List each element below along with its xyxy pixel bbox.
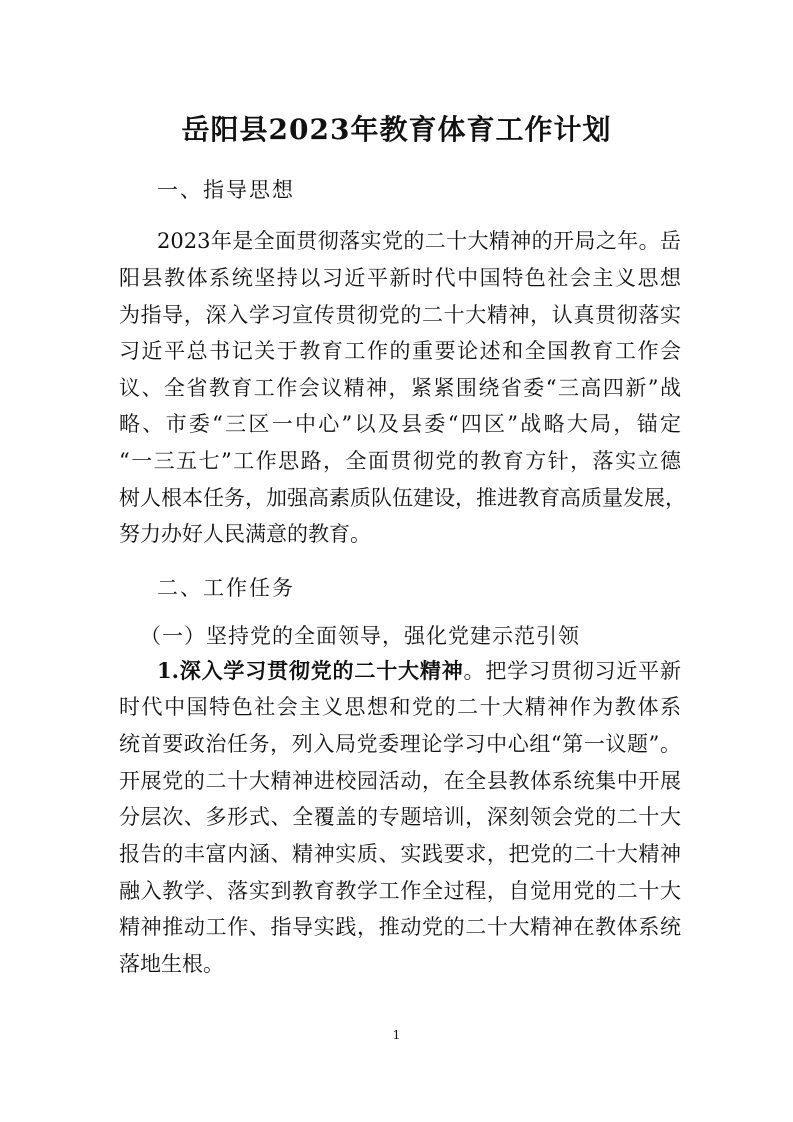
paragraph-line: 开展党的二十大精神进校园活动，在全县教体系统集中开展 xyxy=(119,769,681,793)
paragraph-line xyxy=(157,656,681,686)
paragraph-line: 精神推动工作、指导实践，推动党的二十大精神在教体系统 xyxy=(119,915,681,939)
section-heading-guiding-ideology: 一、指导思想 xyxy=(157,178,295,202)
document-title: 岳阳县2023年教育体育工作计划 xyxy=(181,113,612,146)
page-number: 1 xyxy=(392,1028,401,1042)
paragraph-line: 习近平总书记关于教育工作的重要论述和全国教育工作会 xyxy=(119,339,681,363)
paragraph-line: 分层次、多形式、全覆盖的专题培训，深刻领会党的二十大 xyxy=(119,805,681,829)
paragraph-line: 为指导，深入学习宣传贯彻党的二十大精神，认真贯彻落实 xyxy=(119,303,681,327)
paragraph-line: “一三五七”工作思路，全面贯彻党的教育方针，落实立德 xyxy=(119,449,681,473)
item-title: 1.深入学习贯彻党的二十大精神 xyxy=(157,658,464,683)
paragraph-line: 时代中国特色社会主义思想和党的二十大精神作为教体系 xyxy=(119,695,681,719)
paragraph-line: 融入教学、落实到教育教学工作全过程，自觉用党的二十大 xyxy=(119,879,681,903)
paragraph-line: 报告的丰富内涵、精神实质、实践要求，把党的二十大精神 xyxy=(119,842,681,866)
paragraph-line: 统首要政治任务，列入局党委理论学习中心组“第一议题”。 xyxy=(119,732,681,756)
paragraph-line: 努力办好人民满意的教育。 xyxy=(119,522,371,546)
subsection-heading: （一）坚持党的全面领导，强化党建示范引领 xyxy=(140,624,580,648)
paragraph-line: 2023年是全面贯彻落实党的二十大精神的开局之年。岳 xyxy=(157,229,681,253)
section-heading-work-tasks: 二、工作任务 xyxy=(157,576,295,600)
paragraph-line: 议、全省教育工作会议精神，紧紧围绕省委“三高四新”战 xyxy=(119,376,681,400)
paragraph-line: 略、市委“三区一中心”以及县委“四区”战略大局，锚定 xyxy=(119,412,681,436)
paragraph-line: 落地生根。 xyxy=(119,952,224,976)
paragraph-line: 阳县教体系统坚持以习近平新时代中国特色社会主义思想 xyxy=(119,266,681,290)
item-text: 。把学习贯彻习近平新 xyxy=(463,659,682,683)
paragraph-line: 树人根本任务，加强高素质队伍建设，推进教育高质量发展， xyxy=(119,486,686,510)
